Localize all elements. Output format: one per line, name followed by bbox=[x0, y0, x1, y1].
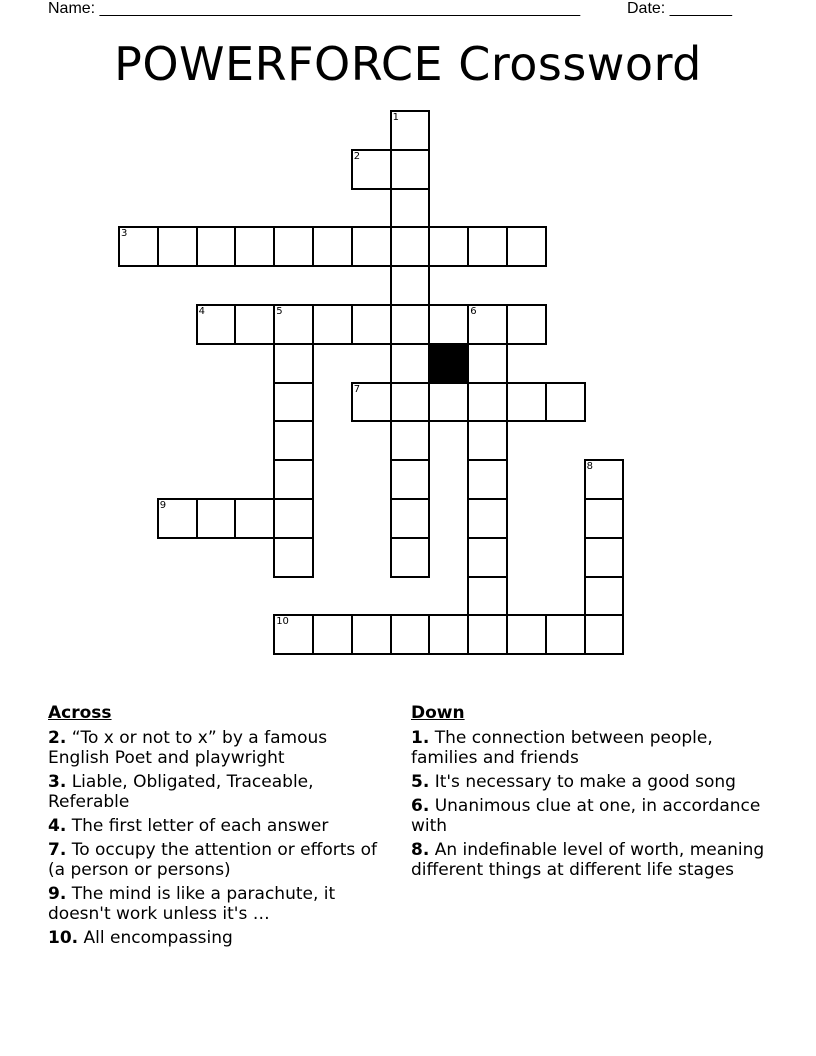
grid-cell[interactable] bbox=[273, 304, 314, 345]
clue-number: 7. bbox=[48, 840, 67, 860]
grid-cell[interactable] bbox=[390, 537, 431, 578]
clue-number: 5. bbox=[411, 772, 430, 792]
grid-cell[interactable] bbox=[467, 304, 508, 345]
grid-cell[interactable] bbox=[390, 459, 431, 500]
clue-text: To occupy the attention or efforts of (a person or persons) bbox=[48, 840, 378, 880]
grid-cell[interactable] bbox=[273, 614, 314, 655]
grid-cell[interactable] bbox=[351, 304, 392, 345]
grid-cell[interactable] bbox=[273, 343, 314, 384]
grid-cell[interactable] bbox=[506, 226, 547, 267]
grid-cell[interactable] bbox=[273, 537, 314, 578]
clue-number: 6. bbox=[411, 796, 430, 816]
clue-number: 10. bbox=[48, 928, 79, 948]
down-heading: Down bbox=[411, 703, 465, 723]
grid-cell[interactable] bbox=[234, 498, 275, 539]
grid-cell[interactable] bbox=[196, 498, 237, 539]
grid-cell[interactable] bbox=[312, 614, 353, 655]
clue-text: The first letter of each answer bbox=[66, 816, 329, 836]
across-clue-list bbox=[48, 728, 388, 948]
date-field-label: Date: _______ bbox=[627, 0, 732, 17]
grid-cell[interactable] bbox=[351, 226, 392, 267]
grid-cell[interactable] bbox=[390, 498, 431, 539]
grid-cell[interactable] bbox=[545, 614, 586, 655]
clue-text: Unanimous clue at one, in accordance with bbox=[411, 796, 761, 836]
grid-cell[interactable] bbox=[390, 226, 431, 267]
across-clues bbox=[48, 702, 388, 952]
across-clue bbox=[48, 928, 388, 948]
grid-cell[interactable] bbox=[467, 382, 508, 423]
clue-number: 6 bbox=[470, 306, 477, 317]
grid-cell[interactable] bbox=[157, 226, 198, 267]
clue-number: 8 bbox=[586, 461, 593, 473]
grid-cell[interactable] bbox=[584, 576, 625, 617]
grid-cell[interactable] bbox=[584, 459, 625, 500]
clue-number: 2 bbox=[353, 150, 361, 162]
clue-number: 1. bbox=[411, 728, 430, 748]
grid-cell[interactable] bbox=[273, 226, 314, 267]
clue-text: It's necessary to make a good song bbox=[429, 772, 736, 792]
clue-number: 4. bbox=[48, 816, 67, 836]
grid-cell[interactable] bbox=[390, 343, 431, 384]
grid-cell[interactable] bbox=[467, 576, 508, 617]
across-heading: Across bbox=[48, 703, 112, 723]
down-clue-list bbox=[411, 728, 771, 880]
grid-cell[interactable] bbox=[390, 149, 431, 190]
grid-cell[interactable] bbox=[506, 382, 547, 423]
name-field-label: Name: ______________________________________________________ bbox=[48, 0, 581, 17]
grid-cell[interactable] bbox=[390, 304, 431, 345]
grid-cell[interactable] bbox=[390, 188, 431, 229]
grid-cell[interactable] bbox=[234, 304, 275, 345]
clue-number: 5 bbox=[276, 306, 283, 317]
grid-cell[interactable] bbox=[428, 226, 469, 267]
clue-text: Liable, Obligated, Traceable, Referable bbox=[48, 772, 314, 812]
grid-cell[interactable] bbox=[157, 498, 198, 539]
grid-cell[interactable] bbox=[545, 382, 586, 423]
grid-cell[interactable] bbox=[584, 537, 625, 578]
grid-cell[interactable] bbox=[390, 614, 431, 655]
down-clue bbox=[411, 796, 771, 836]
grid-cell[interactable] bbox=[584, 614, 625, 655]
grid-cell[interactable] bbox=[506, 304, 547, 345]
grid-cell[interactable] bbox=[467, 537, 508, 578]
grid-cell[interactable] bbox=[390, 420, 431, 461]
grid-cell[interactable] bbox=[390, 382, 431, 423]
down-clue bbox=[411, 772, 771, 792]
across-clue bbox=[48, 728, 388, 768]
grid-cell[interactable] bbox=[273, 498, 314, 539]
grid-cell[interactable] bbox=[273, 420, 314, 461]
clue-number: 4 bbox=[198, 306, 205, 317]
grid-cell[interactable] bbox=[428, 614, 469, 655]
clue-number: 2. bbox=[48, 728, 67, 748]
clue-number: 8. bbox=[411, 840, 430, 860]
down-clue bbox=[411, 728, 771, 768]
grid-cell[interactable] bbox=[467, 226, 508, 267]
grid-cell[interactable] bbox=[312, 226, 353, 267]
across-clue bbox=[48, 772, 388, 812]
across-clue bbox=[48, 884, 388, 924]
grid-cell[interactable] bbox=[351, 149, 392, 190]
grid-cell[interactable] bbox=[428, 382, 469, 423]
clue-text: “To x or not to x” by a famous English Poet and playwright bbox=[48, 728, 328, 768]
grid-cell[interactable] bbox=[584, 498, 625, 539]
grid-cell[interactable] bbox=[273, 382, 314, 423]
down-clue bbox=[411, 840, 771, 880]
clue-text: The mind is like a parachute, it doesn't work unless it's … bbox=[48, 884, 336, 924]
grid-cell[interactable] bbox=[351, 382, 392, 423]
across-clue bbox=[48, 816, 388, 836]
clue-text: The connection between people, families and friends bbox=[411, 728, 713, 768]
clue-number: 1 bbox=[392, 112, 399, 123]
clue-number: 3 bbox=[121, 228, 128, 240]
grid-cell[interactable] bbox=[118, 226, 159, 267]
grid-cell[interactable] bbox=[390, 110, 431, 151]
grid-cell[interactable] bbox=[351, 614, 392, 655]
grid-cell[interactable] bbox=[467, 459, 508, 500]
grid-cell[interactable] bbox=[234, 226, 275, 267]
grid-cell[interactable] bbox=[273, 459, 314, 500]
across-clue bbox=[48, 840, 388, 880]
grid-cell[interactable] bbox=[196, 304, 237, 345]
grid-cell[interactable] bbox=[428, 304, 469, 345]
grid-cell[interactable] bbox=[467, 343, 508, 384]
clue-number: 9 bbox=[159, 500, 167, 511]
clue-number: 3. bbox=[48, 772, 67, 792]
grid-cell[interactable] bbox=[196, 226, 237, 267]
down-clues bbox=[411, 702, 771, 884]
clue-number: 9. bbox=[48, 884, 67, 904]
grid-cell[interactable] bbox=[467, 420, 508, 461]
grid-cell[interactable] bbox=[467, 498, 508, 539]
page-title: POWERFORCE Crossword bbox=[114, 37, 702, 91]
clue-text: All encompassing bbox=[78, 928, 233, 948]
grid-cell[interactable] bbox=[390, 265, 431, 306]
clue-number: 10 bbox=[276, 616, 289, 628]
grid-cell[interactable] bbox=[467, 614, 508, 655]
grid-cell[interactable] bbox=[506, 614, 547, 655]
clue-number: 7 bbox=[353, 383, 361, 395]
grid-cell[interactable] bbox=[312, 304, 353, 345]
clue-text: An indefinable level of worth, meaning different things at different life stages bbox=[411, 840, 765, 880]
grid-black-cell bbox=[428, 343, 469, 384]
